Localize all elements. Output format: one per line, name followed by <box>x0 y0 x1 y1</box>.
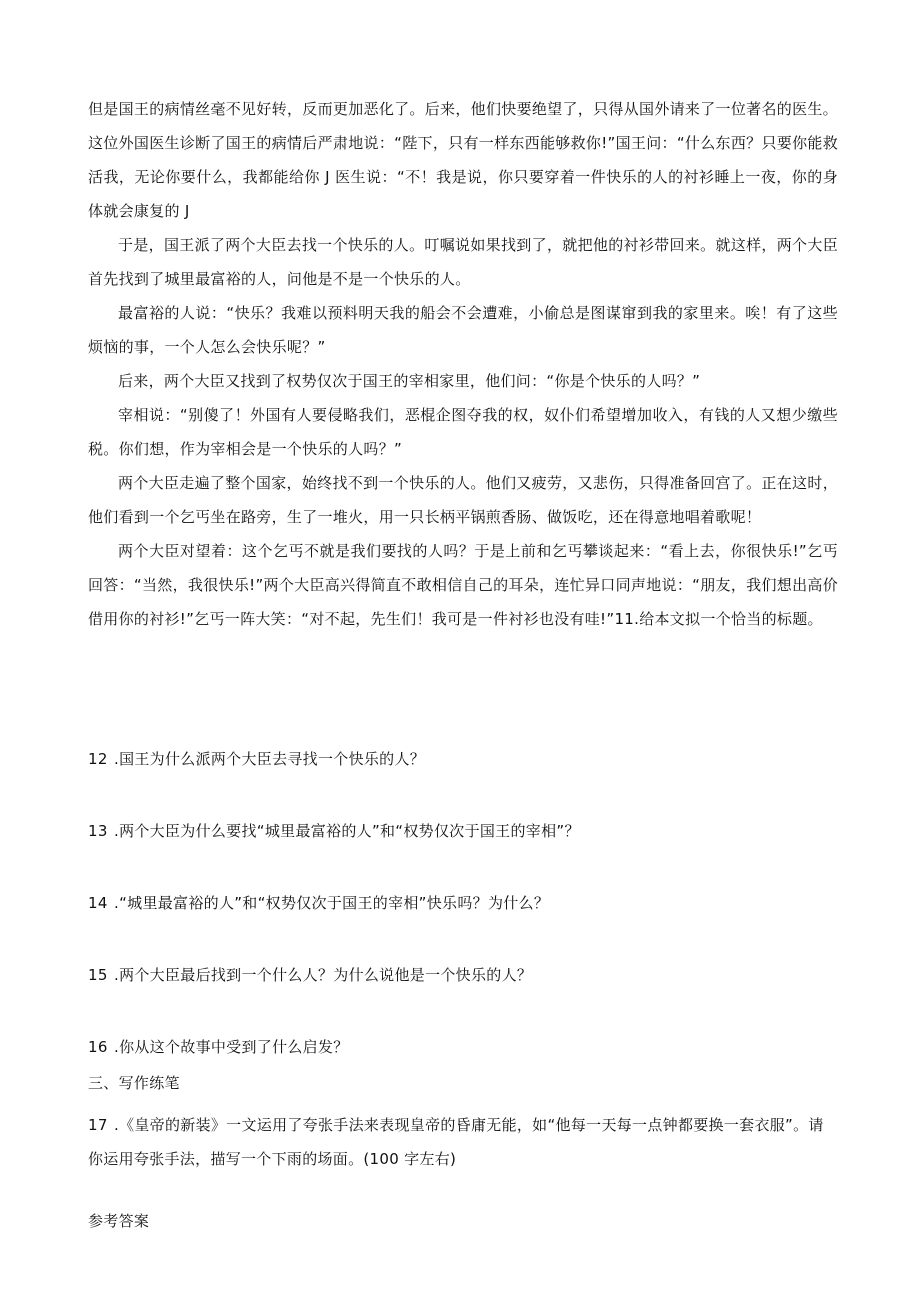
section-heading-writing: 三、写作练笔 <box>88 1074 180 1092</box>
question-number: 17 <box>88 1116 108 1134</box>
question-text: .《皇帝的新装》一文运用了夸张手法来表现皇帝的昏庸无能，如“他每一天每一点钟都要换一套衣服”。请你运用夸张手法，描写一个下雨的场面。(100 字左右) <box>88 1116 824 1168</box>
question-text: .你从这个故事中受到了什么启发？ <box>114 1038 349 1056</box>
question-number: 14 <box>88 894 108 912</box>
question-text: .国王为什么派两个大臣去寻找一个快乐的人？ <box>114 750 426 768</box>
question-15 <box>88 964 848 986</box>
question-text: .“城里最富裕的人”和“权势仅次于国王的宰相”快乐吗？为什么？ <box>114 894 550 912</box>
question-number: 12 <box>88 750 108 768</box>
question-17 <box>88 1108 838 1176</box>
question-13 <box>88 820 848 842</box>
passage-paragraph-2: 于是，国王派了两个大臣去找一个快乐的人。叮嘱说如果找到了，就把他的衬衫带回来。就这样，两个大臣首先找到了城里最富裕的人，问他是不是一个快乐的人。 <box>88 236 838 288</box>
passage-paragraph-1: 但是国王的病情丝毫不见好转，反而更加恶化了。后来，他们快要绝望了，只得从国外请来了一位著名的医生。这位外国医生诊断了国王的病情后严肃地说：“陛下，只有一样东西能够救你!”国王问：“什么东西？只要你能救活我，无论你要什么，我都能给你 J 医生说：“不！我是说，你只要穿着一件快乐的人的衬衫睡上一夜，你的身体就会康复的 J <box>88 100 838 220</box>
passage-paragraph-3: 最富裕的人说：“快乐？我难以预料明天我的船会不会遭难，小偷总是图谋窜到我的家里来。唉！有了这些烦恼的事，一个人怎么会快乐呢？” <box>88 304 838 356</box>
question-number: 15 <box>88 966 108 984</box>
question-12 <box>88 748 848 770</box>
answers-heading: 参考答案 <box>88 1212 150 1230</box>
question-number: 16 <box>88 1038 108 1056</box>
question-number: 13 <box>88 822 108 840</box>
question-text: .两个大臣为什么要找“城里最富裕的人”和“权势仅次于国王的宰相”？ <box>114 822 580 840</box>
passage-paragraph-6: 两个大臣走遍了整个国家，始终找不到一个快乐的人。他们又疲劳，又悲伤，只得准备回宫了。正在这时，他们看到一个乞丐坐在路旁，生了一堆火，用一只长柄平锅煎香肠、做饭吃，还在得意地唱着歌呢！ <box>88 474 838 526</box>
question-text: .两个大臣最后找到一个什么人？为什么说他是一个快乐的人？ <box>114 966 533 984</box>
question-14 <box>88 892 848 914</box>
passage-paragraph-7: 两个大臣对望着：这个乞丐不就是我们要找的人吗？于是上前和乞丐攀谈起来：“看上去，你很快乐!”乞丐回答：“当然，我很快乐!”两个大臣高兴得简直不敢相信自己的耳朵，连忙异口同声地说：“朋友，我们想出高价借用你的衬衫!”乞丐一阵大笑：“对不起，先生们！我可是一件衬衫也没有哇!”11.给本文拟一个恰当的标题。 <box>88 542 838 628</box>
question-16 <box>88 1036 848 1058</box>
passage-paragraph-4: 后来，两个大臣又找到了权势仅次于国王的宰相家里，他们问：“你是个快乐的人吗？” <box>118 372 701 390</box>
passage-paragraph-5: 宰相说：“别傻了！外国有人要侵略我们，恶棍企图夺我的权，奴仆们希望增加收入，有钱的人又想少缴些税。你们想，作为宰相会是一个快乐的人吗？” <box>88 406 838 458</box>
